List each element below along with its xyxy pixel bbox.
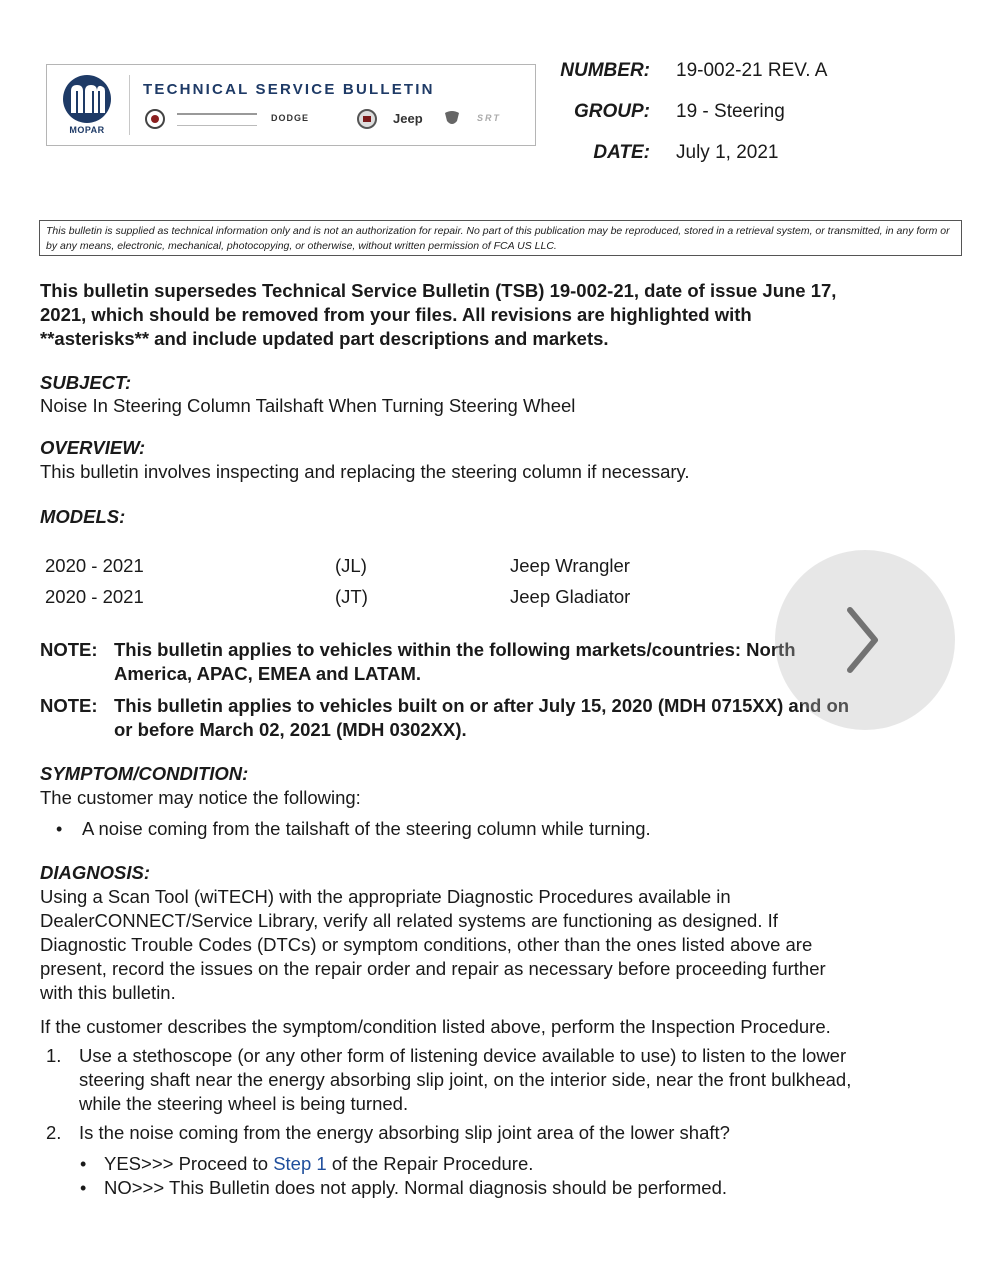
diagnosis-line: Diagnostic Trouble Codes (DTCs) or symptom conditions, other than the ones listed above are <box>40 934 813 955</box>
bullet-dot: • <box>56 819 63 839</box>
model-code: (JT) <box>335 586 368 607</box>
date-value: July 1, 2021 <box>676 142 779 163</box>
step-number: 2. <box>46 1122 62 1143</box>
number-value: 19-002-21 REV. A <box>676 60 828 81</box>
symptom-heading: SYMPTOM/CONDITION: <box>40 763 249 784</box>
disclaimer-box: This bulletin is supplied as technical information only and is not an authorization for repair. No part of this publication may be reproduced, stored in a retrieval system, or transmitted, in any form or by any means, electronic, mechanical, photocopying, or otherwise, without written permission of FCA US LLC. <box>39 220 962 256</box>
symptom-bullet: A noise coming from the tailshaft of the steering column while turning. <box>82 818 651 839</box>
date-label: DATE: <box>593 142 650 163</box>
overview-heading: OVERVIEW: <box>40 437 146 458</box>
model-years: 2020 - 2021 <box>45 555 144 576</box>
note-label: NOTE: <box>40 639 98 660</box>
overview-text: This bulletin involves inspecting and replacing the steering column if necessary. <box>40 461 690 482</box>
brand-logo-row <box>143 109 528 131</box>
note-line: This bulletin applies to vehicles within the following markets/countries: North <box>114 639 796 660</box>
step-line: Use a stethoscope (or any other form of listening device available to use) to listen to the lower <box>79 1045 847 1066</box>
chrysler-logo <box>177 113 257 126</box>
tsb-logo-banner <box>46 64 536 146</box>
subject-text: Noise In Steering Column Tailshaft When Turning Steering Wheel <box>40 395 576 416</box>
model-name: Jeep Gladiator <box>510 586 631 607</box>
step-text <box>79 1044 959 1116</box>
dodge-logo: DODGE <box>271 113 310 123</box>
supersedes-line: **asterisks** and include updated part descriptions and markets. <box>40 328 609 349</box>
diagnosis-paragraph <box>40 885 950 1005</box>
answer-yes-prefix: YES>>> Proceed to <box>104 1153 274 1174</box>
bullet-dot: • <box>80 1178 87 1198</box>
logo-divider <box>129 75 130 135</box>
mopar-wordmark: MOPAR <box>69 125 105 135</box>
model-name: Jeep Wrangler <box>510 555 630 576</box>
note-line: or before March 02, 2021 (MDH 0302XX). <box>114 719 467 740</box>
models-heading: MODELS: <box>40 506 126 527</box>
tsb-title: TECHNICAL SERVICE BULLETIN <box>143 81 435 98</box>
step-text: Is the noise coming from the energy absorbing slip joint area of the lower shaft? <box>79 1122 730 1143</box>
step-1-link[interactable]: Step 1 <box>273 1153 327 1174</box>
diagnosis-heading: DIAGNOSIS: <box>40 862 150 883</box>
fiat-logo <box>357 109 377 131</box>
supersedes-notice <box>40 279 950 351</box>
model-code: (JL) <box>335 555 367 576</box>
note-line: America, APAC, EMEA and LATAM. <box>114 663 421 684</box>
subject-heading: SUBJECT: <box>40 372 132 393</box>
jeep-logo: Jeep <box>393 111 423 126</box>
group-value: 19 - Steering <box>676 101 785 122</box>
ram-logo <box>441 109 463 131</box>
next-page-button[interactable] <box>775 550 955 730</box>
answer-yes-suffix: of the Repair Procedure. <box>326 1153 534 1174</box>
diagnosis-line: present, record the issues on the repair order and repair as necessary before proceeding further <box>40 958 826 979</box>
diagnosis-line: DealerCONNECT/Service Library, verify all related systems are functioning as designed. If <box>40 910 778 931</box>
alfa-romeo-logo <box>145 109 165 131</box>
group-label: GROUP: <box>574 101 650 122</box>
mopar-logo <box>55 73 119 139</box>
note-label: NOTE: <box>40 695 98 716</box>
note-line: This bulletin applies to vehicles built on or after July 15, 2020 (MDH 0715XX) and on <box>114 695 850 716</box>
number-label: NUMBER: <box>560 60 650 81</box>
inspection-intro: If the customer describes the symptom/condition listed above, perform the Inspection Procedure. <box>40 1016 831 1037</box>
answer-yes <box>104 1152 533 1176</box>
diagnosis-line: Using a Scan Tool (wiTECH) with the appropriate Diagnostic Procedures available in <box>40 886 731 907</box>
step-number: 1. <box>46 1045 62 1066</box>
chevron-right-icon <box>775 550 955 730</box>
srt-logo: SRT <box>477 113 501 123</box>
step-line: steering shaft near the energy absorbing slip joint, on the interior side, near the front bulkhead, <box>79 1069 852 1090</box>
answer-no: NO>>> This Bulletin does not apply. Normal diagnosis should be performed. <box>104 1177 728 1198</box>
step-line: while the steering wheel is being turned. <box>79 1093 409 1114</box>
bullet-dot: • <box>80 1154 87 1174</box>
supersedes-line: 2021, which should be removed from your files. All revisions are highlighted with <box>40 304 752 325</box>
model-years: 2020 - 2021 <box>45 586 144 607</box>
mopar-m-icon <box>55 73 119 125</box>
symptom-intro: The customer may notice the following: <box>40 787 361 808</box>
supersedes-line: This bulletin supersedes Technical Service Bulletin (TSB) 19-002-21, date of issue June 17, <box>40 280 837 301</box>
diagnosis-line: with this bulletin. <box>40 982 176 1003</box>
